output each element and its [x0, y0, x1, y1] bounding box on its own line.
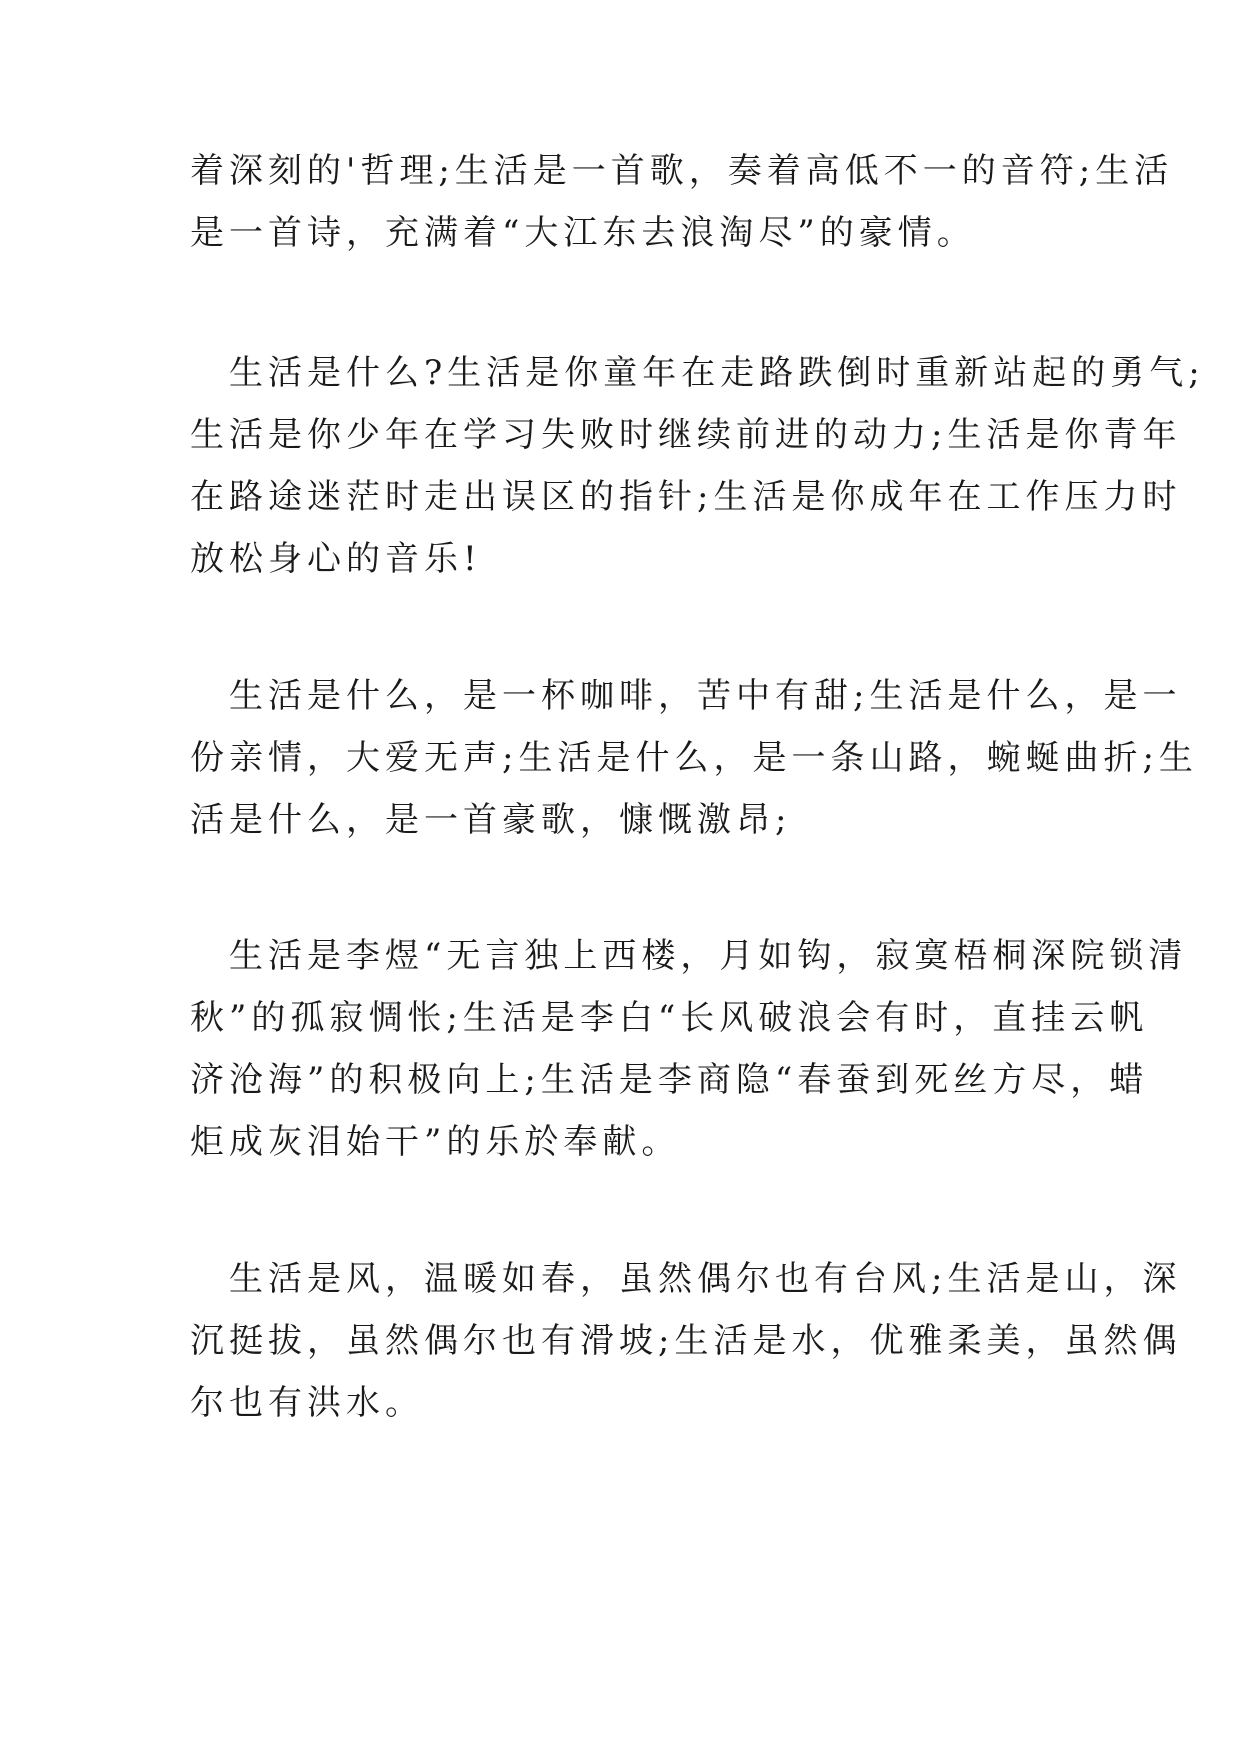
paragraph-line: 济沧海”的积极向上;生活是李商隐“春蚕到死丝方尽，蜡 — [190, 1060, 1149, 1100]
paragraph-line: 着深刻的'哲理;生活是一首歌，奏着高低不一的音符;生活 — [190, 151, 1174, 191]
paragraph-line: 沉挺拔，虽然偶尔也有滑坡;生活是水，优雅柔美，虽然偶 — [190, 1321, 1182, 1361]
paragraph-line: 生活是你少年在学习失败时继续前进的动力;生活是你青年 — [190, 415, 1182, 455]
paragraph-5 — [190, 1248, 1182, 1434]
paragraph-line: 活是什么，是一首豪歌，慷慨激昂; — [190, 800, 792, 840]
paragraph-line: 份亲情，大爱无声;生活是什么，是一条山路，蜿蜒曲折;生 — [190, 738, 1198, 778]
paragraph-line: 生活是风，温暖如春，虽然偶尔也有台风;生活是山，深 — [190, 1259, 1182, 1299]
paragraph-line: 炬成灰泪始干”的乐於奉献。 — [190, 1122, 681, 1162]
paragraph-line: 秋”的孤寂惆怅;生活是李白“长风破浪会有时，直挂云帆 — [190, 998, 1149, 1038]
paragraph-line: 生活是什么，是一杯咖啡，苦中有甜;生活是什么，是一 — [190, 676, 1182, 716]
paragraph-line: 生活是李煜“无言独上西楼，月如钩，寂寞梧桐深院锁清 — [190, 936, 1188, 976]
paragraph-3 — [190, 665, 1198, 851]
paragraph-4 — [190, 925, 1188, 1173]
paragraph-line: 是一首诗，充满着“大江东去浪淘尽”的豪情。 — [190, 213, 976, 253]
paragraph-line: 生活是什么?生活是你童年在走路跌倒时重新站起的勇气; — [190, 353, 1205, 393]
paragraph-line: 尔也有洪水。 — [190, 1383, 424, 1423]
paragraph-2 — [190, 342, 1205, 590]
paragraph-line: 放松身心的音乐! — [190, 539, 482, 579]
paragraph-1 — [190, 140, 1174, 264]
paragraph-line: 在路途迷茫时走出误区的指针;生活是你成年在工作压力时 — [190, 477, 1182, 517]
